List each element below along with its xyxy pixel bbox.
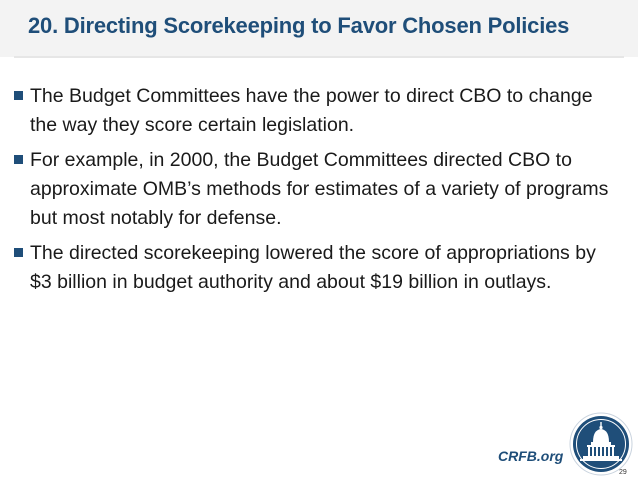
title-divider — [14, 56, 624, 58]
page-number: 29 — [619, 469, 627, 476]
bullet-item — [14, 82, 614, 140]
square-bullet-icon — [14, 155, 23, 164]
bullet-list — [14, 82, 614, 303]
bullet-item — [14, 146, 614, 233]
bullet-text: The directed scorekeeping lowered the score of appropriations by $3 billion in budget authority and about $19 billion in outlays. — [30, 242, 596, 293]
bullet-text: For example, in 2000, the Budget Committees directed CBO to approximate OMB’s methods for estimates of a variety of programs but most notably for defense. — [30, 149, 609, 229]
square-bullet-icon — [14, 91, 23, 100]
capitol-dome-seal-icon — [569, 412, 633, 476]
square-bullet-icon — [14, 248, 23, 257]
bullet-text: The Budget Committees have the power to direct CBO to change the way they score certain legislation. — [30, 85, 593, 136]
bullet-item — [14, 239, 614, 297]
crfb-site-link[interactable]: CRFB.org — [498, 448, 564, 464]
slide-title: 20. Directing Scorekeeping to Favor Chosen Policies — [28, 13, 570, 38]
